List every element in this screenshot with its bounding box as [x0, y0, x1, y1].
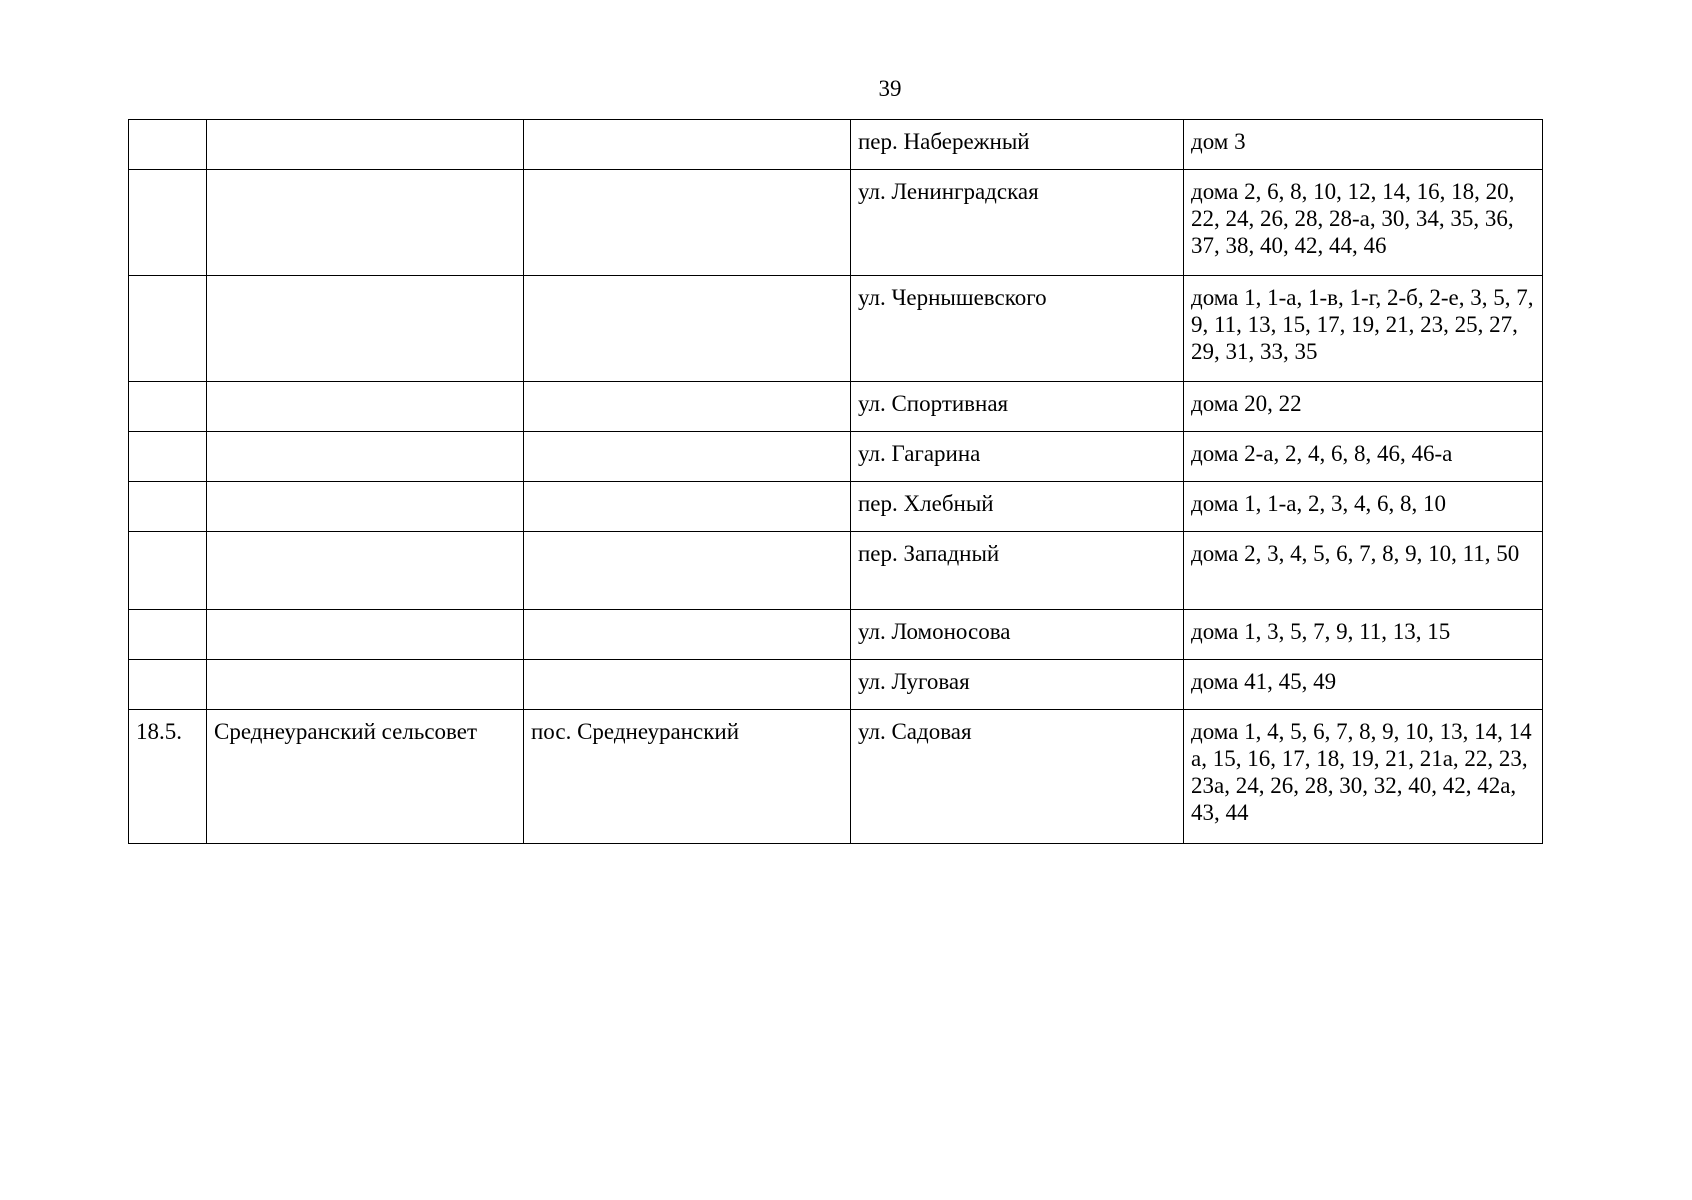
council-cell: Среднеуранский сельсовет — [207, 710, 524, 844]
table-row — [129, 482, 1543, 532]
row-number-cell — [129, 532, 207, 610]
settlement-cell — [524, 276, 851, 382]
street-cell: ул. Садовая — [851, 710, 1184, 844]
settlement-cell — [524, 610, 851, 660]
row-number-cell — [129, 432, 207, 482]
table-row — [129, 432, 1543, 482]
row-number-cell — [129, 170, 207, 276]
houses-cell: дома 1, 1-а, 1-в, 1-г, 2-б, 2-е, 3, 5, 7, 9, 11, 13, 15, 17, 19, 21, 23, 25, 27, 29, 31, 33, 35 — [1184, 276, 1543, 382]
table-row — [129, 610, 1543, 660]
table-row — [129, 660, 1543, 710]
council-cell — [207, 170, 524, 276]
row-number-cell — [129, 382, 207, 432]
settlement-cell — [524, 660, 851, 710]
street-cell: ул. Ломоносова — [851, 610, 1184, 660]
row-number-cell — [129, 482, 207, 532]
council-cell — [207, 432, 524, 482]
table-row — [129, 710, 1543, 844]
street-cell: ул. Ленинградская — [851, 170, 1184, 276]
page-number: 39 — [878, 76, 902, 101]
row-number-cell: 18.5. — [129, 710, 207, 844]
row-number-cell — [129, 120, 207, 170]
settlement-cell — [524, 532, 851, 610]
street-cell: ул. Гагарина — [851, 432, 1184, 482]
table-row — [129, 532, 1543, 610]
table-row — [129, 120, 1543, 170]
houses-cell: дома 2, 6, 8, 10, 12, 14, 16, 18, 20, 22, 24, 26, 28, 28-а, 30, 34, 35, 36, 37, 38, 40, 42, 44, 46 — [1184, 170, 1543, 276]
houses-cell: дома 20, 22 — [1184, 382, 1543, 432]
houses-cell: дома 41, 45, 49 — [1184, 660, 1543, 710]
street-cell: ул. Луговая — [851, 660, 1184, 710]
street-cell: пер. Набережный — [851, 120, 1184, 170]
settlement-cell — [524, 170, 851, 276]
settlement-cell — [524, 120, 851, 170]
council-cell — [207, 482, 524, 532]
table-row — [129, 170, 1543, 276]
houses-cell: дома 2-а, 2, 4, 6, 8, 46, 46-а — [1184, 432, 1543, 482]
settlement-cell: пос. Среднеуранский — [524, 710, 851, 844]
table-row — [129, 382, 1543, 432]
address-table — [128, 119, 1543, 844]
council-cell — [207, 532, 524, 610]
settlement-cell — [524, 382, 851, 432]
row-number-cell — [129, 610, 207, 660]
houses-cell: дома 1, 3, 5, 7, 9, 11, 13, 15 — [1184, 610, 1543, 660]
houses-cell: дома 1, 1-а, 2, 3, 4, 6, 8, 10 — [1184, 482, 1543, 532]
council-cell — [207, 382, 524, 432]
settlement-cell — [524, 432, 851, 482]
council-cell — [207, 276, 524, 382]
houses-cell: дом 3 — [1184, 120, 1543, 170]
street-cell: пер. Западный — [851, 532, 1184, 610]
street-cell: ул. Чернышевского — [851, 276, 1184, 382]
council-cell — [207, 120, 524, 170]
houses-cell: дома 1, 4, 5, 6, 7, 8, 9, 10, 13, 14, 14 а, 15, 16, 17, 18, 19, 21, 21а, 22, 23, 23а, 24, 26, 28, 30, 32, 40, 42, 42а, 43, 44 — [1184, 710, 1543, 844]
council-cell — [207, 610, 524, 660]
street-cell: пер. Хлебный — [851, 482, 1184, 532]
row-number-cell — [129, 276, 207, 382]
row-number-cell — [129, 660, 207, 710]
table-row — [129, 276, 1543, 382]
houses-cell: дома 2, 3, 4, 5, 6, 7, 8, 9, 10, 11, 50 — [1184, 532, 1543, 610]
settlement-cell — [524, 482, 851, 532]
council-cell — [207, 660, 524, 710]
street-cell: ул. Спортивная — [851, 382, 1184, 432]
